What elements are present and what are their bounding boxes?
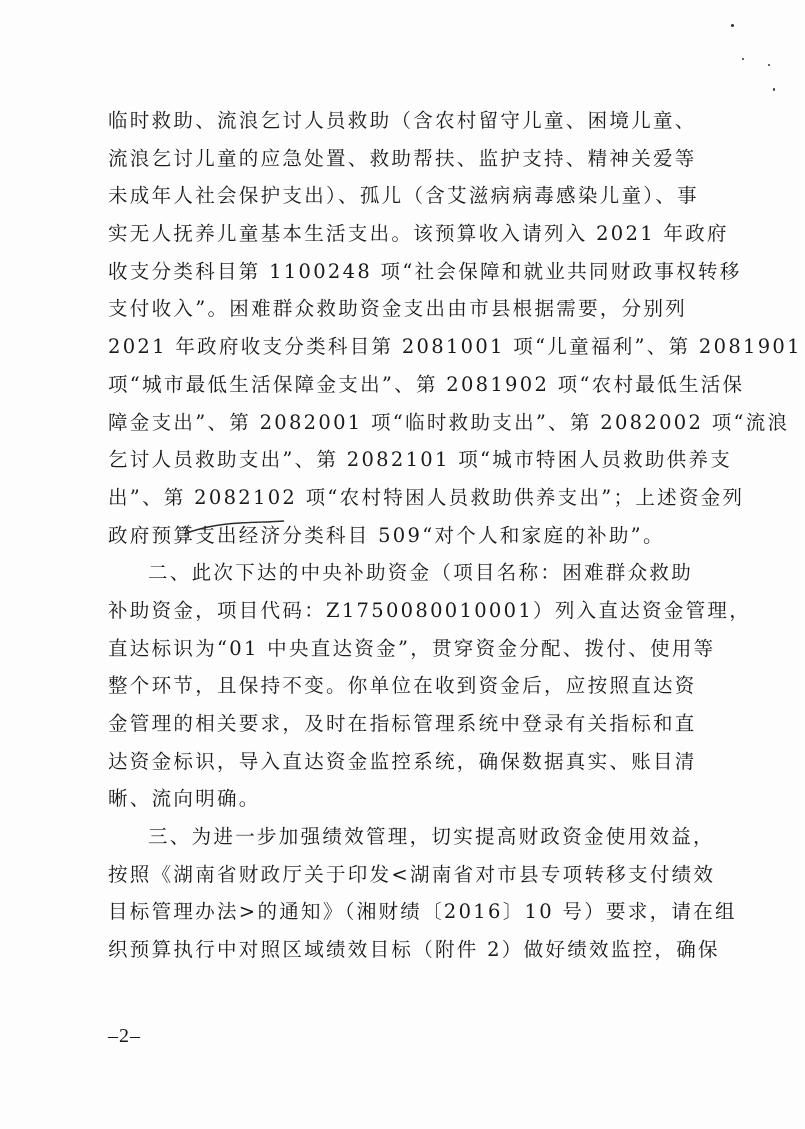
text-line: 目标管理办法>的通知》（湘财绩〔2016〕10 号）要求，请在组 — [108, 900, 737, 924]
text-line: 金管理的相关要求，及时在指标管理系统中登录有关指标和直 — [108, 712, 697, 735]
text-line: 2021 年政府收支分类科目第 2081001 项“儿童福利”、第 2081901 — [108, 335, 802, 359]
text-line: 织预算执行中对照区域绩效目标（附件 2）做好绩效监控，确保 — [108, 938, 720, 962]
text-line: 项“城市最低生活保障金支出”、第 2081902 项“农村最低生活保 — [108, 372, 745, 396]
text-line: 晰、流向明确。 — [108, 787, 261, 811]
text-line: 障金支出”、第 2082001 项“临时救助支出”、第 2082002 项“流浪 — [108, 410, 790, 434]
text-line: 未成年人社会保护支出）、孤儿（含艾滋病病毒感染儿童）、事 — [108, 184, 699, 208]
text-line: 补助资金，项目代码：Z1750080010001）列入直达资金管理， — [108, 598, 752, 622]
text-line: 临时救助、流浪乞讨人员救助（含农村留守儿童、困境儿童、 — [108, 109, 697, 132]
paragraph-2-start: 二、此次下达的中央补助资金（项目名称：困难群众救助 — [148, 561, 694, 585]
text-line: 流浪乞讨儿童的应急处置、救助帮扶、监护支持、精神关爱等 — [108, 146, 697, 170]
handwritten-underline-mark — [180, 510, 290, 540]
scan-speck — [742, 58, 744, 60]
text-line: 实无人抚养儿童基本生活支出。该预算收入请列入 2021 年政府 — [108, 222, 729, 246]
text-line: 直达标识为“01 中央直达资金”，贯穿资金分配、拨付、使用等 — [108, 636, 716, 660]
text-line: 达资金标识，导入直达资金监控系统，确保数据真实、账目清 — [108, 749, 697, 773]
text-line: 政府预算支出经济分类科目 509“对个人和家庭的补助”。 — [108, 523, 665, 547]
paragraph-3-start: 三、为进一步加强绩效管理，切实提高财政资金使用效益， — [148, 825, 715, 849]
text-line: 整个环节，且保持不变。你单位在收到资金后，应按照直达资 — [108, 674, 697, 698]
scan-speck — [768, 64, 770, 66]
text-line: 出”、第 2082102 项“农村特困人员救助供养支出”；上述资金列 — [108, 485, 745, 509]
scan-speck — [773, 88, 775, 91]
text-line: 收支分类科目第 1100248 项“社会保障和就业共同财政事权转移 — [108, 259, 742, 283]
text-line: 按照《湖南省财政厅关于印发<湖南省对市县专项转移支付绩效 — [108, 862, 716, 886]
page-number: –2– — [108, 1025, 141, 1047]
text-line: 乞讨人员救助支出”、第 2082101 项“城市特困人员救助供养支 — [108, 448, 733, 472]
scan-speck — [731, 24, 734, 27]
text-line: 支付收入”。困难群众救助资金支出由市县根据需要，分别列 — [108, 297, 688, 321]
